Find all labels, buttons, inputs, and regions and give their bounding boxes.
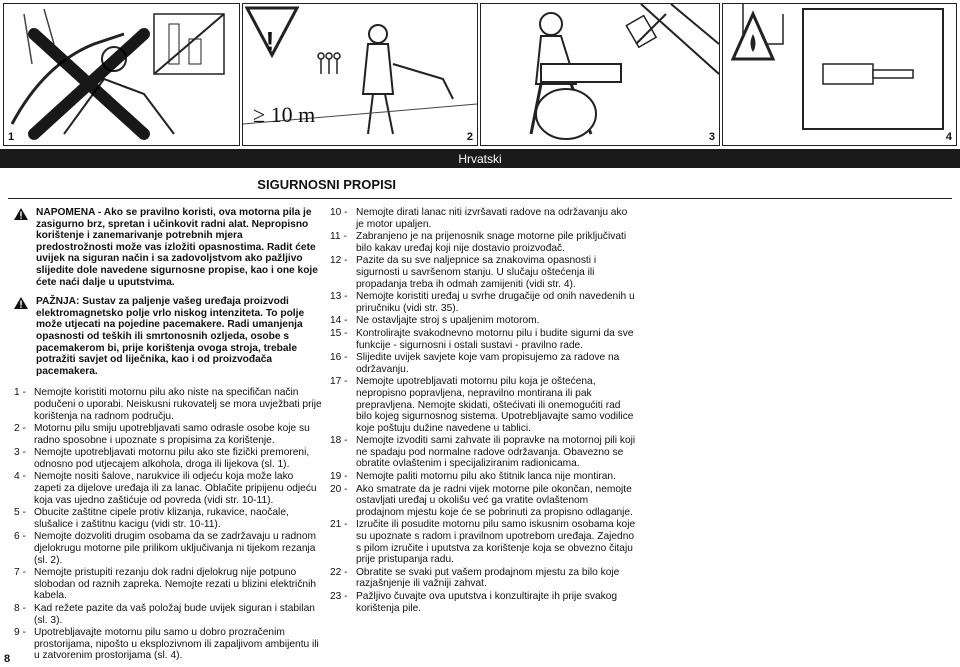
list-item	[330, 471, 637, 483]
item-text: Ako smatrate da je radni vijek motorne pile okončan, nemojte ostavljati uređaj u okolišu već ga vratite ovlaštenom prodajnom mjestu koje će se pobrinuti za propisno odlaganje.	[356, 483, 633, 518]
item-number: 1 -	[14, 387, 26, 399]
item-text: Slijedite uvijek savjete koje vam propisujemo za radove na održavanju.	[356, 352, 620, 375]
item-text: Ne ostavljajte stroj s upaljenim motorom.	[356, 315, 540, 327]
figure-number: 1	[8, 131, 15, 143]
list-item	[330, 435, 637, 470]
item-number: 2 -	[14, 423, 26, 435]
left-column	[14, 207, 322, 663]
item-number: 20 -	[330, 483, 348, 495]
item-text: Nemojte koristiti uređaj u svrhe drugačije od onih navedenih u priručniku (vidi str. 35).	[356, 291, 635, 314]
list-item	[330, 376, 637, 434]
list-item	[330, 328, 637, 351]
svg-text:!: !	[265, 26, 275, 56]
list-item	[14, 627, 322, 662]
list-item	[14, 423, 322, 446]
list-item	[330, 207, 637, 230]
item-number: 23 -	[330, 591, 348, 602]
distance-label: ≥ 10 m	[253, 102, 316, 127]
item-text: Zabranjeno je na prijenosnik snage motorne pile priključivati bilo kakav uređaj koji nije dostavio proizvođač.	[356, 231, 627, 254]
item-text: Kontrolirajte svakodnevno motornu pilu i budite sigurni da sve funkcije - sigurnosni i ostali sustavi - pravilno rade.	[356, 327, 634, 351]
list-item	[14, 603, 322, 626]
figure-number: 3	[708, 131, 715, 143]
figure-3-panel	[480, 3, 720, 146]
list-item	[14, 447, 322, 470]
item-number: 17 -	[330, 376, 348, 388]
rules-list-left	[14, 387, 322, 662]
item-number: 11 -	[330, 231, 347, 243]
item-text: Nemojte izvoditi sami zahvate ili popravke na motornoj pili koji ne spadaju pod normalne radove održavanja. Obavezno se obratite ovlaštenim i specijaliziranim radionicama.	[356, 435, 636, 470]
page-number: 8	[4, 653, 11, 665]
stable-position-illustration	[481, 4, 719, 145]
item-number: 15 -	[330, 327, 348, 339]
language-label: Hrvatski	[458, 152, 502, 166]
figure-number: 2	[466, 131, 473, 143]
item-text: Kad režete pazite da vaš položaj bude uvijek siguran i stabilan (sl. 3).	[34, 603, 315, 626]
item-number: 13 -	[330, 291, 348, 303]
list-item	[14, 471, 322, 506]
item-number: 5 -	[14, 507, 26, 519]
warning-pacemaker	[14, 296, 322, 377]
item-text: Nemojte nositi šalove, narukvice ili odjeću koja može lako zapeti za dijelove uređaja ili za lanac. Oblačite pripijenu odjeću koja vas ujedno zaštićuje od povreda (vidi str. 10-11).	[34, 471, 317, 506]
warning-icon	[14, 208, 28, 220]
item-text: Pažljivo čuvajte ova uputstva i konzultirajte ih prije svakog korištenja pile.	[356, 591, 618, 614]
item-number: 12 -	[330, 255, 348, 267]
item-text: Nemojte upotrebljavati motornu pilu ako ste fizički premoreni, odnosno pod utjecajem alkohola, droga ili lijekova (sl. 1).	[34, 447, 310, 470]
list-item	[330, 484, 637, 519]
item-number: 4 -	[14, 471, 26, 483]
item-number: 18 -	[330, 435, 348, 447]
list-item	[14, 531, 322, 566]
item-number: 10 -	[330, 207, 348, 218]
list-item	[330, 315, 637, 327]
list-item	[14, 387, 322, 422]
item-text: Obratite se svaki put vašem prodajnom mjestu za bilo koje razjašnjenje ili važniji zahvat.	[356, 566, 620, 590]
figure-4-panel	[722, 3, 957, 146]
figure-1-panel	[3, 3, 240, 146]
item-number: 9 -	[14, 627, 26, 639]
item-number: 22 -	[330, 566, 348, 578]
page-title: SIGURNOSNI PROPISI	[257, 177, 396, 192]
list-item	[330, 231, 637, 254]
item-text: Nemojte pristupiti rezanju dok radni djelokrug nije potpuno slobodan od raznih zapreka. Nemojte rezati u blizini električnih kabela.	[34, 567, 317, 602]
warning-icon	[14, 297, 28, 309]
warning-text: NAPOMENA - Ako se pravilno koristi, ova motorna pila je zasigurno brz, spretan i učinkovit radni alat. Nepropisno korištenje i zanemarivanje potrebnih mjera predostrožnosti može vas izložiti opasnostima. Radit ćete uvijek na siguran način i sa zadovoljstvom ako pažljivo slijedite dole navedene sigurnosne propise, kao i one koje ćete naći dalje u uputstvima.	[36, 207, 318, 288]
warning-note	[14, 207, 322, 288]
list-item	[330, 291, 637, 314]
list-item	[14, 567, 322, 602]
item-number: 8 -	[14, 603, 26, 614]
item-text: Upotrebljavajte motornu pilu samo u dobro prozračenim prostorijama, nipošto u eksplozivnom ili zapaljivom ambijentu ili u zatvorenim prostorijama (sl. 4).	[34, 627, 319, 662]
item-text: Motornu pilu smiju upotrebljavati samo odrasle osobe koje su radno sposobne i upoznate s propisima za korištenje.	[34, 423, 310, 446]
list-item	[330, 519, 637, 565]
item-number: 16 -	[330, 352, 348, 364]
list-item	[330, 255, 637, 290]
item-number: 14 -	[330, 315, 348, 327]
list-item	[330, 567, 637, 590]
item-text: Izručite ili posudite motornu pilu samo iskusnim osobama koje su upoznate s radom i pravilnom upotrebom uređaja. Zajedno s pilom izručite i uputstva za korištenje koja se obvezno čitaju prije pristupanja radu.	[356, 519, 636, 566]
warning-text: PAŽNJA: Sustav za paljenje vašeg uređaja proizvodi elektromagnetsko polje vrlo niskog intenziteta. To polje može utjecati na pojedine pacemakere. Radi umanjenja opasnosti od teških ili smrtonosnih ozljeda, osobe s pacemakerom bi, prije korištenja ovoga stroja, trebale potražiti savjet od liječnika, kao i od proizvođača pacemakera.	[36, 296, 305, 377]
item-number: 7 -	[14, 567, 26, 579]
item-number: 3 -	[14, 447, 26, 459]
item-text: Nemojte dirati lanac niti izvršavati radove na održavanju ako je motor upaljen.	[356, 207, 628, 230]
item-number: 21 -	[330, 519, 348, 531]
item-text: Nemojte dozvoliti drugim osobama da se zadržavaju u radnom djelokrugu motorne pile prilikom uključivanja ni tijekom rezanja (sl. 2).	[34, 531, 316, 566]
item-text: Pazite da su sve naljepnice sa znakovima opasnosti i sigurnosti u savršenom stanju. U slučaju oštećenja ili propadanja treba ih odmah zamijeniti (vidi str. 4).	[356, 255, 597, 290]
divider	[8, 198, 952, 199]
item-number: 19 -	[330, 471, 348, 483]
list-item	[330, 352, 637, 375]
no-alcohol-drugs-illustration	[4, 4, 239, 145]
item-text: Nemojte paliti motornu pilu ako štitnik lanca nije montiran.	[356, 471, 616, 483]
item-text: Nemojte upotrebljavati motornu pilu koja je oštećena, nepropisno popravljena, nepravilno montirana ili pak prepravljena. Nemojte skidati, oštećivati ili onemogućiti rad bilo kojeg sigurnosnog sistema. Upotrebljavajte samo vodilice koje poštuju dužine navedene u tablici.	[356, 376, 634, 434]
list-item	[14, 507, 322, 530]
item-text: Obucite zaštitne cipele protiv klizanja, rukavice, naočale, slušalice i zaštitnu kacigu (vidi str. 10-11).	[34, 507, 289, 530]
right-column	[330, 207, 637, 615]
figure-number: 4	[945, 131, 952, 143]
item-number: 6 -	[14, 531, 26, 543]
item-text: Nemojte koristiti motornu pilu ako niste na specifičan način podučeni o uporabi. Neiskusni rukovatelj se mora uvježbati prije korištenja na radnom području.	[34, 387, 322, 422]
figure-2-panel	[242, 3, 478, 146]
list-item	[330, 591, 637, 614]
no-enclosed-spaces-illustration	[723, 4, 956, 145]
